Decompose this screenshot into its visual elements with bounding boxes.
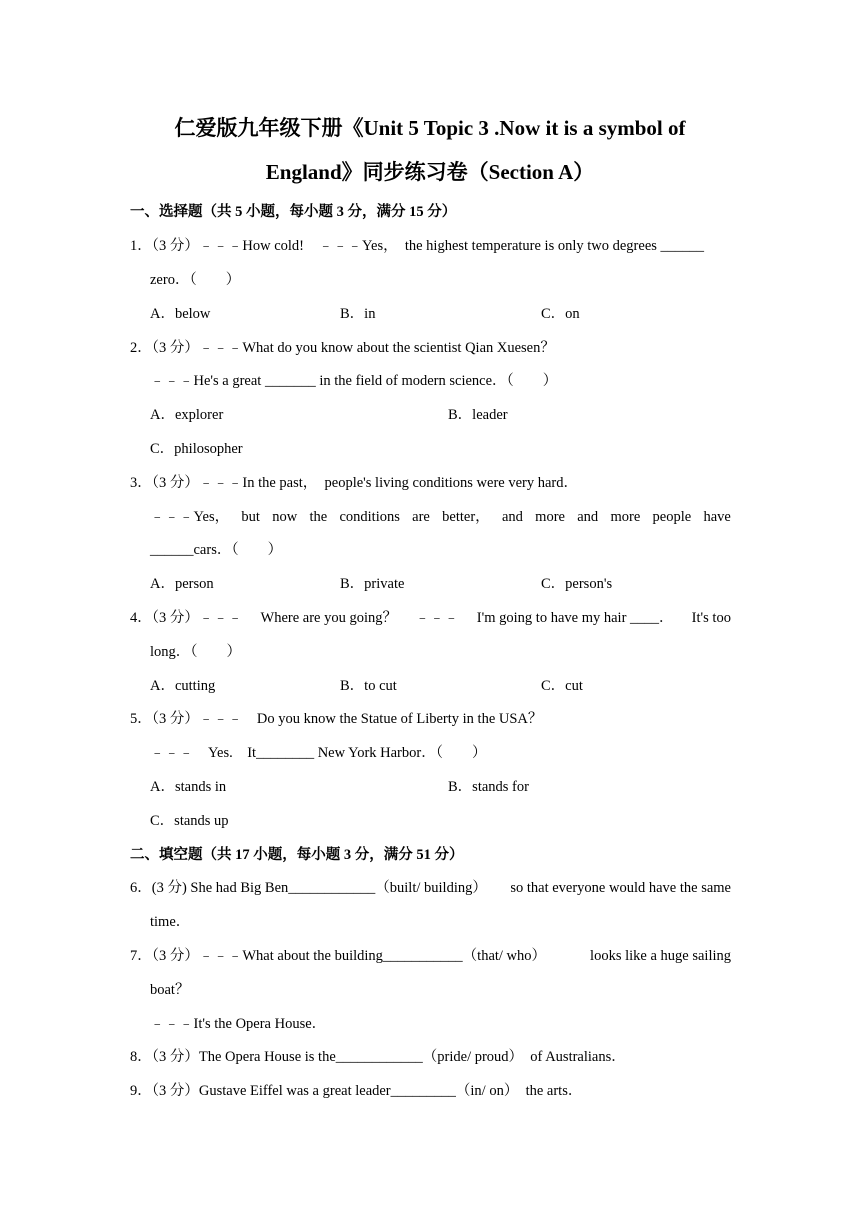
q5-stem-cont: ﹣﹣﹣ Yes. It________ New York Harbor．（ ） <box>150 745 487 761</box>
q1-option-c[interactable]: C．on <box>541 306 580 322</box>
q3-stem-end: ______cars．（ ） <box>150 542 283 558</box>
q2-stem: 2．（3 分）﹣﹣﹣What do you know about the scientist Qian Xuesen？ <box>130 340 555 356</box>
q8-stem: 8．（3 分）The Opera House is the____________（pride/ proud） of Australians． <box>130 1049 626 1065</box>
q7-reply: ﹣﹣﹣It's the Opera House． <box>150 1016 327 1032</box>
q3-word: now <box>272 509 298 525</box>
q3-option-b[interactable]: B．private <box>340 576 405 592</box>
q2-stem-cont: ﹣﹣﹣He's a great _______ in the field of modern science．（ ） <box>150 373 558 389</box>
q4-stem <box>130 608 731 628</box>
q3-word: the <box>309 509 328 525</box>
title-line-2: England》同步练习卷（Section A） <box>265 160 595 184</box>
q9-stem: 9．（3 分）Gustave Eiffel was a great leader_________（in/ on） the arts． <box>130 1083 583 1099</box>
q4-stem-part: ﹣﹣﹣ <box>415 610 459 626</box>
q4-stem-cont: long．（ ） <box>150 644 242 660</box>
q3-option-c[interactable]: C．person's <box>541 576 613 592</box>
q2-option-b[interactable]: B．leader <box>448 407 508 423</box>
q3-word: ﹣﹣﹣Yes， <box>150 509 230 525</box>
q3-word: people <box>652 509 692 525</box>
q3-word: conditions <box>339 509 400 525</box>
q4-option-b[interactable]: B．to cut <box>340 678 397 694</box>
q6-stem <box>130 878 731 898</box>
q3-word: are <box>412 509 430 525</box>
q1-stem-cont: zero．（ ） <box>150 272 241 288</box>
q6-stem-part: 6．(3 分) She had Big Ben____________（built/ building） <box>130 880 487 896</box>
q3-word: have <box>703 509 731 525</box>
q5-option-b[interactable]: B．stands for <box>448 779 529 795</box>
q1-stem: 1．（3 分）﹣﹣﹣How cold! ﹣﹣﹣Yes， the highest temperature is only two degrees ______ <box>130 238 705 254</box>
q1-option-b[interactable]: B．in <box>340 306 376 322</box>
q5-stem: 5．（3 分）﹣﹣﹣ Do you know the Statue of Liberty in the USA？ <box>130 711 543 727</box>
q3-word: better， <box>442 509 490 525</box>
q3-word: more <box>610 509 641 525</box>
q1-option-a[interactable]: A．below <box>150 306 211 322</box>
q4-option-c[interactable]: C．cut <box>541 678 583 694</box>
q4-stem-part: I'm going to have my hair ____． <box>476 610 674 626</box>
q2-option-c[interactable]: C．philosopher <box>150 441 243 457</box>
q4-stem-part: 4．（3 分）﹣﹣﹣ <box>130 610 243 626</box>
q3-word: and <box>501 509 523 525</box>
q5-option-c[interactable]: C．stands up <box>150 813 229 829</box>
q7-stem-cont: boat？ <box>150 982 190 998</box>
q5-option-a[interactable]: A．stands in <box>150 779 227 795</box>
section-2-heading: 二、填空题（共 17 小题，每小题 3 分，满分 51 分） <box>130 847 464 863</box>
title-line-1: 仁爱版九年级下册《Unit 5 Topic 3 .Now it is a symbol of <box>174 116 686 140</box>
q4-stem-part: Where are you going？ <box>260 610 398 626</box>
q3-stem-cont <box>150 507 731 527</box>
q3-option-a[interactable]: A．person <box>150 576 214 592</box>
q3-word: but <box>241 509 260 525</box>
q7-stem-part: 7．（3 分）﹣﹣﹣What about the building___________（that/ who） <box>130 948 547 964</box>
q3-stem: 3．（3 分）﹣﹣﹣In the past， people's living conditions were very hard． <box>130 475 579 491</box>
q4-option-a[interactable]: A．cutting <box>150 678 216 694</box>
q7-stem <box>130 946 731 966</box>
q4-stem-part: It's too <box>691 610 731 626</box>
q7-stem-part: looks like a huge sailing <box>590 948 731 964</box>
q2-option-a[interactable]: A．explorer <box>150 407 224 423</box>
q6-stem-cont: time． <box>150 914 191 930</box>
q3-word: and <box>577 509 599 525</box>
section-1-heading: 一、选择题（共 5 小题，每小题 3 分，满分 15 分） <box>130 204 457 220</box>
q6-stem-part: so that everyone would have the same <box>510 880 731 896</box>
q3-word: more <box>535 509 565 525</box>
